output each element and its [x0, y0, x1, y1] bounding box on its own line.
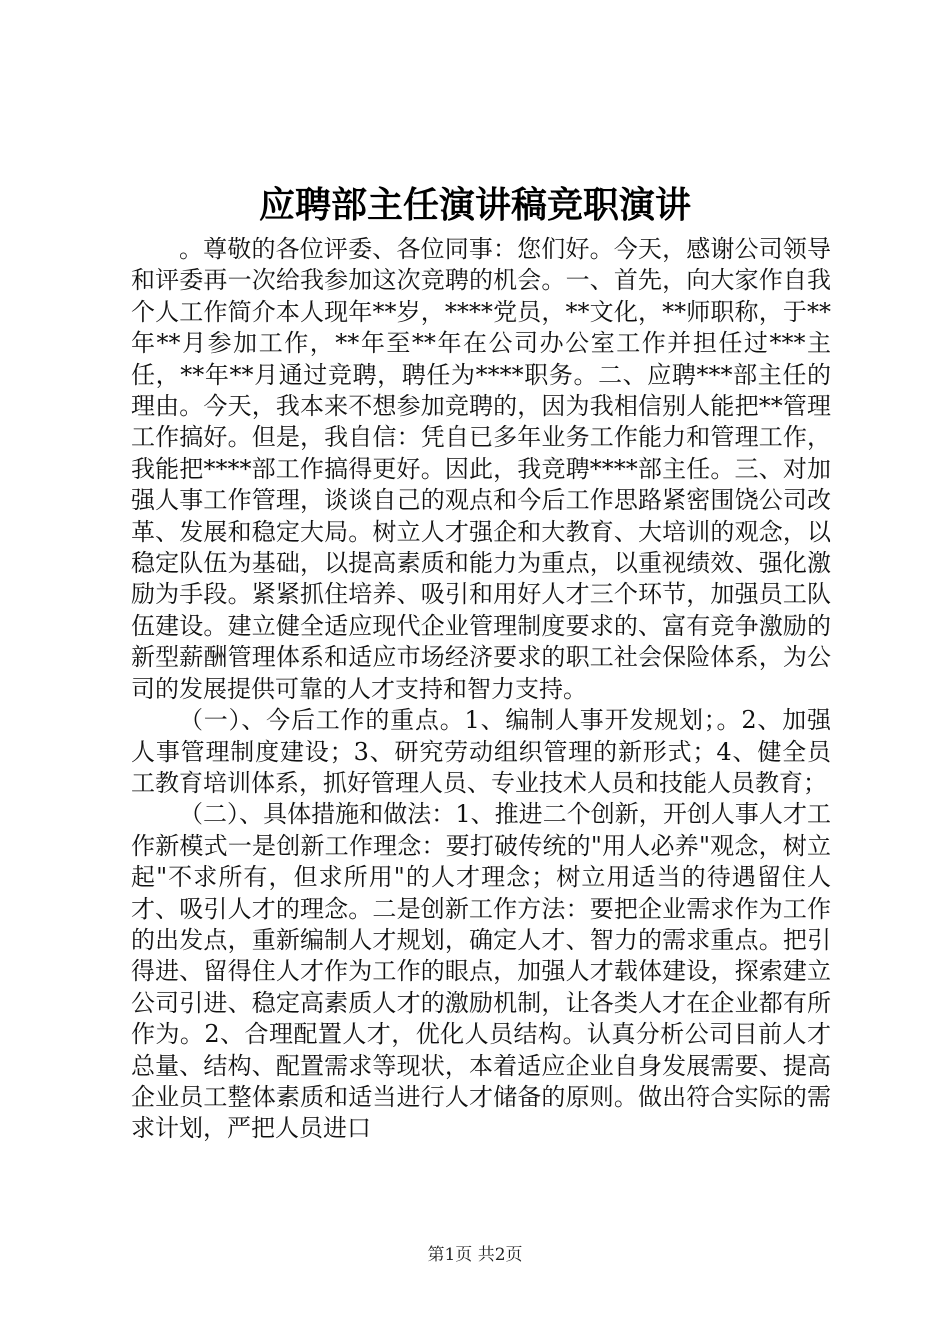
paragraph-work-focus: （一）、今后工作的重点。1、编制人事开发规划；。2、加强人事管理制度建设；3、研究劳动组织管理的新形式；4、健全员工教育培训体系，抓好管理人员、专业技术人员和技能人员教育； [131, 706, 831, 797]
paragraph-measures: （二）、具体措施和做法：1、推进二个创新，开创人事人才工作新模式一是创新工作理念：要打破传统的"用人必养"观念，树立起"不求所有，但求所用"的人才理念；树立用适当的待遇留住人才、吸引人才的理念。二是创新工作方法：要把企业需求作为工作的出发点，重新编制人才规划，确定人才、智力的需求重点。把引得进、留得住人才作为工作的眼点，加强人才载体建设，探索建立公司引进、稳定高素质人才的激励机制，让各类人才在企业都有所作为。2、合理配置人才，优化人员结构。认真分析公司目前人才总量、结构、配置需求等现状，本着适应企业自身发展需要、提高企业员工整体素质和适当进行人才储备的原则。做出符合实际的需求计划，严把人员进口 [131, 800, 831, 1143]
document-body [131, 234, 831, 1145]
document-title: 应聘部主任演讲稿竞职演讲 [258, 184, 691, 226]
paragraph-intro: 。尊敬的各位评委、各位同事：您们好。今天，感谢公司领导和评委再一次给我参加这次竞聘的机会。一、首先，向大家作自我个人工作简介本人现年**岁，****党员，**文化，**师职称，于**年**月参加工作，**年至**年在公司办公室工作并担任过***主任，**年**月通过竞聘，聘任为****职务。二、应聘***部主任的理由。今天，我本来不想参加竞聘的，因为我相信别人能把**管理工作搞好。但是，我自信：凭自已多年业务工作能力和管理工作，我能把****部工作搞得更好。因此，我竞聘****部主任。三、对加强人事工作管理，谈谈自己的观点和今后工作思路紧密围饶公司改革、发展和稳定大局。树立人才强企和大教育、大培训的观念，以稳定队伍为基础，以提高素质和能力为重点，以重视绩效、强化激励为手段。紧紧抓住培养、吸引和用好人才三个环节，加强员工队伍建设。建立健全适应现代企业管理制度要求的、富有竞争激励的新型薪酬管理体系和适应市场经济要求的职工社会保险体系，为公司的发展提供可靠的人才支持和智力支持。 [131, 235, 831, 703]
page-number-footer: 第1页 共2页 [427, 1245, 523, 1265]
